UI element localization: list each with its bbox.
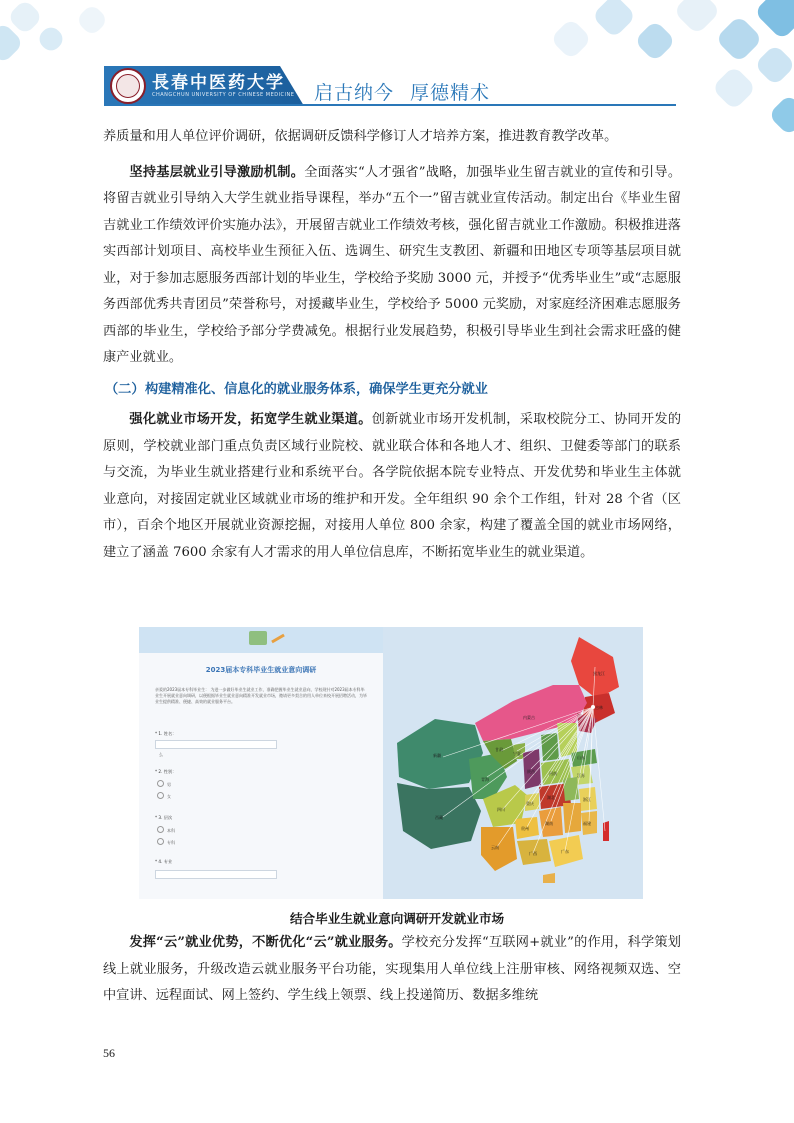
map-label: 广东 — [561, 849, 569, 854]
paragraph-text: 创新就业市场开发机制，采取校院分工、协同开发的原则，学校就业部门重点负责区域行业院校、就业联合体和各地人才、组织、卫健委等部门的联系与交流，为毕业生就业搭建行业和系统平台。各学院依据本院专业特点、开发优势和毕业生主体就业意向，对接固定就业区域就业市场的维护和开发。全年组织 90 余个工作组，针对 28 个省（区市），百余个地区开展就业资源挖掘，对接用人单位 800 余家，构建了覆盖全国的就业市场网络，建立了涵盖 7600 余家有人才需求的用人单位信息库，不断拓宽毕业生的就业渠道。 — [103, 412, 682, 560]
map-label: 广西 — [529, 851, 537, 856]
figure-caption: 结合毕业生就业意向调研开发就业市场 — [289, 911, 505, 926]
question-gender-label: * 2. 性别： — [155, 769, 177, 774]
gender-option-female[interactable]: 女 — [157, 792, 171, 800]
paragraph-cloud — [103, 930, 681, 1010]
form-intro: 亲爱的2023届本专科毕业生： 为进一步做好毕业生就业工作，准确把握毕业生就业意向，学校现针对2023届本专科毕业生开展就业意向调研，以便根据毕业生就业意向精准开发就业市场，邀请更多契合的用人单位来校开展招聘活动，为毕业生提供精准、便捷、高效的就业服务平台。 — [155, 687, 367, 704]
figure-survey-and-map — [139, 627, 643, 899]
clipboard-icon — [249, 631, 267, 645]
question-level-label: * 3. 层次 — [155, 815, 173, 820]
page-header — [0, 0, 794, 120]
map-label: 宁夏 — [513, 751, 521, 756]
major-field[interactable] — [155, 870, 277, 879]
main-content — [103, 124, 681, 566]
level-option-undergrad[interactable]: 本科 — [157, 826, 175, 834]
paragraph-text: 养质量和用人单位评价调研，依据调研反馈科学修订人才培养方案，推进教育教学改革。 — [103, 129, 618, 144]
map-label: 甘肃 — [495, 747, 503, 752]
map-region-shanxi — [541, 733, 559, 761]
university-motto — [314, 78, 490, 105]
paragraph-text: 学校充分发挥“互联网+就业”的作用，科学策划线上就业服务，升级改造云就业服务平台功能，实现集用人单位线上注册审核、网络视频双选、空中宣讲、远程面试、网上签约、学生线上领票、线上投递简历、数据多维统 — [103, 935, 681, 1003]
motto-part-1: 启古纳今 — [314, 82, 395, 104]
map-label: 新疆 — [433, 753, 441, 758]
map-label: 吉林 — [595, 705, 603, 710]
motto-part-2: 厚德精术 — [410, 82, 491, 104]
name-field[interactable] — [155, 740, 277, 757]
map-region-hainan — [543, 873, 555, 883]
page-number: 56 — [103, 1046, 115, 1060]
map-label: 青海 — [481, 777, 489, 782]
map-label: 云南 — [491, 845, 499, 850]
gender-option-male[interactable]: 男 — [157, 780, 171, 788]
map-region-yunnan — [481, 827, 517, 871]
map-label: 陕西 — [527, 769, 535, 774]
map-label: 山东 — [577, 755, 585, 760]
map-label: 重庆 — [526, 801, 534, 806]
paragraph-lead: 强化就业市场开发，拓宽学生就业渠道。 — [129, 412, 372, 427]
map-label: 浙江 — [583, 797, 591, 802]
map-label: 湖北 — [547, 795, 555, 800]
section-number: （二） — [105, 381, 145, 397]
paragraph-lead: 坚持基层就业引导激励机制。 — [129, 164, 305, 180]
survey-form-screenshot — [139, 627, 383, 899]
map-label: 江苏 — [577, 773, 585, 778]
map-region-anhui — [563, 777, 579, 801]
map-label: 内蒙古 — [523, 715, 535, 720]
paragraph-market — [103, 407, 681, 566]
form-title: 2023届本专科毕业生就业意向调研 — [205, 666, 317, 674]
paragraph-text: 全面落实“人才强省”战略，加强毕业生留吉就业的宣传和引导。将留吉就业引导纳入大学生就业指导课程，举办“五个一”留吉就业宣传活动。制定出台《毕业生留吉就业工作绩效评价实施办法》，开展留吉就业工作绩效考核，强化留吉就业工作激励。积极推进落实西部计划项目、高校毕业生预征入伍、选调生、研究生支教团、新疆和田地区专项等基层项目就业，对于参加志愿服务西部计划的毕业生，学校给予奖励 3000 元，并授予“优秀毕业生”或“志愿服务西部优秀共青团员”荣誉称号，对援藏毕业生，学校给予 5000 元奖励，对家庭经济困难志愿服务西部的毕业生，学校给予部分学费减免。根据行业发展趋势，积极引导毕业生到社会需求旺盛的健康产业就业。 — [103, 164, 682, 365]
university-name: 長春中医药大学 — [152, 73, 285, 93]
map-graphic — [383, 627, 643, 899]
header-divider — [104, 104, 676, 106]
section-title: 构建精准化、信息化的就业服务体系，确保学生更充分就业 — [145, 381, 488, 397]
university-logo — [110, 68, 146, 104]
map-region-jiangxi — [563, 803, 581, 833]
map-label: 西藏 — [435, 815, 443, 820]
section-heading — [103, 377, 681, 404]
paragraph-grassroots — [103, 160, 681, 372]
map-region-taiwan — [603, 821, 609, 841]
university-name-en: CHANGCHUN UNIVERSITY OF CHINESE MEDICINE — [152, 92, 295, 98]
question-name-label: * 1. 姓名： — [155, 731, 177, 736]
map-label: 福建 — [583, 821, 591, 826]
map-label: 黑龙江 — [593, 671, 605, 676]
map-label: 四川 — [497, 807, 505, 812]
china-employment-map — [383, 627, 643, 899]
pencil-icon — [271, 634, 285, 644]
map-label: 贵州 — [521, 826, 529, 831]
form-banner — [139, 627, 383, 653]
main-content-bottom — [103, 930, 681, 1010]
paragraph-continuation — [103, 124, 681, 151]
map-label: 湖南 — [545, 821, 553, 826]
level-option-college[interactable]: 专科 — [157, 838, 175, 846]
question-major-label: * 4. 专业 — [155, 859, 173, 864]
name-field-value: 么 — [159, 752, 163, 757]
map-label: 河南 — [549, 771, 557, 776]
paragraph-lead: 发挥“云”就业优势，不断优化“云”就业服务。 — [129, 935, 402, 950]
